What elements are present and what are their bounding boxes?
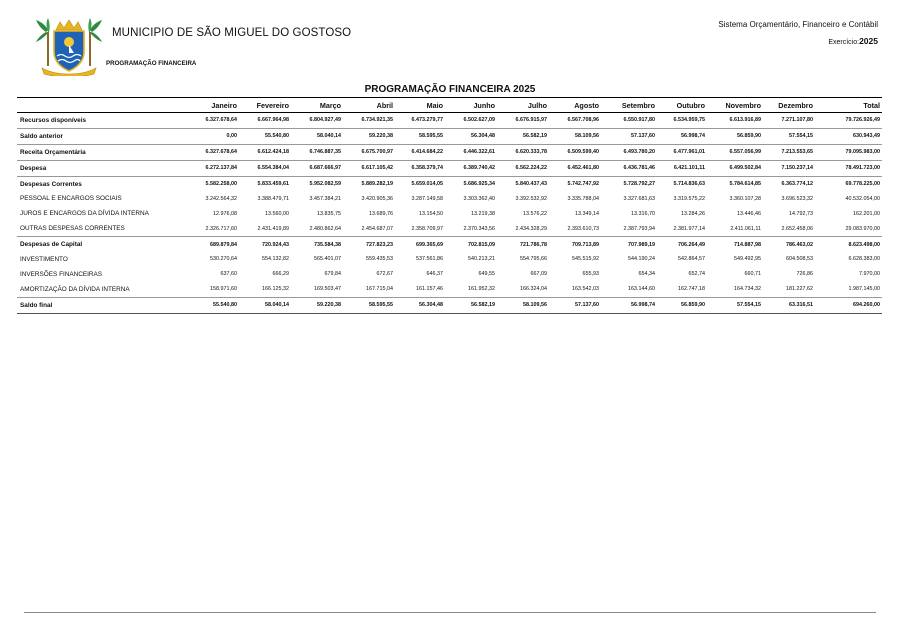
value-cell: 79.726.926,49 bbox=[845, 117, 880, 124]
table-row bbox=[17, 267, 882, 282]
report-title: PROGRAMAÇÃO FINANCEIRA 2025 bbox=[364, 84, 536, 95]
value-cell: 654,34 bbox=[638, 271, 655, 278]
value-cell: 3.303.362,40 bbox=[463, 195, 495, 202]
value-cell: 63.316,51 bbox=[763, 297, 815, 313]
value-cell: 58.109,56 bbox=[549, 128, 601, 144]
value-cell: 646,37 bbox=[426, 271, 443, 278]
value-cell: 735.584,38 bbox=[291, 237, 343, 252]
value-cell: 55.540,80 bbox=[185, 297, 239, 313]
system-name: Sistema Orçamentário, Financeiro e Contábil bbox=[718, 20, 878, 29]
value-cell: 3.392.532,92 bbox=[515, 195, 547, 202]
value-cell: 6.473.279,77 bbox=[411, 117, 443, 124]
value-cell: 6.628.383,00 bbox=[848, 256, 880, 263]
value-cell: 56.304,48 bbox=[395, 297, 445, 313]
value-cell: 161.952,32 bbox=[468, 286, 495, 293]
value-cell: 167.715,04 bbox=[366, 286, 393, 293]
value-cell: 554.132,82 bbox=[262, 256, 289, 263]
value-cell: 158.971,60 bbox=[210, 286, 237, 293]
footer-divider bbox=[24, 612, 876, 613]
table-header-row bbox=[17, 98, 882, 113]
row-label: Despesas Correntes bbox=[17, 176, 185, 191]
value-cell: 13.219,38 bbox=[471, 210, 495, 217]
value-cell: 6.557.056,99 bbox=[707, 144, 763, 160]
report-subtitle: PROGRAMAÇÃO FINANCEIRA bbox=[106, 60, 197, 67]
value-cell: 56.304,48 bbox=[445, 128, 497, 144]
row-label: AMORTIZAÇÃO DA DÍVIDA INTERNA bbox=[20, 285, 130, 293]
value-cell: 2.393.610,73 bbox=[567, 225, 599, 232]
value-cell: 6.389.740,42 bbox=[445, 160, 497, 176]
value-cell: 40.532.054,00 bbox=[845, 195, 880, 202]
value-cell: 707.989,19 bbox=[601, 237, 657, 252]
value-cell: 6.734.921,35 bbox=[361, 117, 393, 124]
value-cell: 7.970,00 bbox=[859, 271, 880, 278]
value-cell: 5.952.082,59 bbox=[291, 176, 343, 191]
column-header: Junho bbox=[473, 100, 495, 110]
value-cell: 6.363.774,12 bbox=[763, 176, 815, 191]
row-label: JUROS E ENCARGOS DA DÍVIDA INTERNA bbox=[20, 210, 149, 218]
value-cell: 672,67 bbox=[376, 271, 393, 278]
value-cell: 6.612.424,18 bbox=[239, 144, 291, 160]
value-cell: 2.411.061,11 bbox=[730, 225, 761, 232]
value-cell: 7.271.107,80 bbox=[781, 117, 813, 124]
value-cell: 5.582.258,00 bbox=[185, 176, 239, 191]
value-cell: 57.137,60 bbox=[601, 128, 657, 144]
value-cell: 2.434.328,29 bbox=[515, 225, 547, 232]
value-cell: 530.270,64 bbox=[210, 256, 237, 263]
value-cell: 59.220,38 bbox=[291, 297, 343, 313]
value-cell: 649,55 bbox=[478, 271, 495, 278]
value-cell: 786.463,02 bbox=[763, 237, 815, 252]
value-cell: 6.746.887,35 bbox=[291, 144, 343, 160]
value-cell: 161.157,46 bbox=[416, 286, 443, 293]
value-cell: 181.227,62 bbox=[786, 286, 813, 293]
column-header: Setembro bbox=[621, 100, 655, 110]
value-cell: 6.620.333,78 bbox=[497, 144, 549, 160]
value-cell: 6.675.700,97 bbox=[343, 144, 395, 160]
value-cell: 57.137,60 bbox=[549, 297, 601, 313]
value-cell: 5.728.792,27 bbox=[601, 176, 657, 191]
column-header: Dezembro bbox=[778, 100, 813, 110]
value-cell: 29.083.970,00 bbox=[845, 225, 880, 232]
value-cell: 6.493.780,20 bbox=[601, 144, 657, 160]
table-row bbox=[17, 252, 882, 267]
value-cell: 6.509.599,40 bbox=[549, 144, 601, 160]
table-body bbox=[17, 113, 882, 314]
value-cell: 2.480.862,64 bbox=[309, 225, 341, 232]
value-cell: 537.561,86 bbox=[416, 256, 443, 263]
value-cell: 540.213,21 bbox=[468, 256, 495, 263]
value-cell: 699.365,69 bbox=[395, 237, 445, 252]
table-row bbox=[17, 221, 882, 236]
value-cell: 655,93 bbox=[582, 271, 599, 278]
row-label: Saldo final bbox=[17, 297, 185, 313]
value-cell: 3.360.107,28 bbox=[729, 195, 761, 202]
value-cell: 3.242.564,32 bbox=[205, 195, 237, 202]
value-cell: 13.284,26 bbox=[681, 210, 705, 217]
value-cell: 58.040,14 bbox=[291, 128, 343, 144]
column-header: Outubro bbox=[676, 100, 705, 110]
value-cell: 166.324,04 bbox=[520, 286, 547, 293]
value-cell: 58.109,56 bbox=[497, 297, 549, 313]
financial-programming-table bbox=[17, 97, 882, 314]
value-cell: 666,29 bbox=[272, 271, 289, 278]
value-cell: 702.815,09 bbox=[445, 237, 497, 252]
value-cell: 660,71 bbox=[744, 271, 761, 278]
column-header: Agosto bbox=[574, 100, 599, 110]
value-cell: 2.370.343,56 bbox=[463, 225, 495, 232]
value-cell: 3.420.905,36 bbox=[361, 195, 393, 202]
value-cell: 163.144,60 bbox=[628, 286, 655, 293]
value-cell: 58.595,55 bbox=[395, 128, 445, 144]
value-cell: 6.499.502,84 bbox=[707, 160, 763, 176]
value-cell: 5.686.925,34 bbox=[445, 176, 497, 191]
row-label: INVERSÕES FINANCEIRAS bbox=[20, 270, 103, 278]
row-label: OUTRAS DESPESAS CORRENTES bbox=[20, 225, 125, 233]
value-cell: 5.714.836,63 bbox=[657, 176, 707, 191]
value-cell: 6.502.627,09 bbox=[463, 117, 495, 124]
table-row bbox=[17, 282, 882, 297]
column-header: Fevereiro bbox=[256, 100, 289, 110]
value-cell: 5.889.282,19 bbox=[343, 176, 395, 191]
value-cell: 56.859,90 bbox=[657, 297, 707, 313]
value-cell: 559.435,53 bbox=[366, 256, 393, 263]
value-cell: 3.287.149,58 bbox=[411, 195, 443, 202]
column-header: Janeiro bbox=[211, 100, 237, 110]
value-cell: 6.421.101,11 bbox=[657, 160, 707, 176]
value-cell: 6.534.959,75 bbox=[673, 117, 705, 124]
row-label: Despesas de Capital bbox=[17, 237, 185, 252]
value-cell: 6.613.916,89 bbox=[729, 117, 761, 124]
value-cell: 6.567.708,96 bbox=[567, 117, 599, 124]
value-cell: 6.327.678,64 bbox=[205, 117, 237, 124]
column-header: Maio bbox=[426, 100, 443, 110]
table-row bbox=[17, 206, 882, 221]
value-cell: 630.943,49 bbox=[815, 128, 882, 144]
column-header: Total bbox=[863, 100, 880, 110]
row-label: Despesa bbox=[17, 160, 185, 176]
value-cell: 55.540,80 bbox=[239, 128, 291, 144]
row-label: PESSOAL E ENCARGOS SOCIAIS bbox=[20, 195, 122, 203]
row-label: Saldo anterior bbox=[17, 128, 185, 144]
value-cell: 6.272.137,84 bbox=[185, 160, 239, 176]
municipal-coat-of-arms-icon bbox=[36, 18, 102, 76]
value-cell: 727.823,23 bbox=[343, 237, 395, 252]
value-cell: 0,00 bbox=[185, 128, 239, 144]
value-cell: 3.335.788,04 bbox=[567, 195, 599, 202]
value-cell: 56.859,90 bbox=[707, 128, 763, 144]
value-cell: 13.446,46 bbox=[737, 210, 761, 217]
value-cell: 1.987.145,00 bbox=[848, 286, 880, 293]
value-cell: 565.401,07 bbox=[314, 256, 341, 263]
value-cell: 78.491.723,00 bbox=[815, 160, 882, 176]
value-cell: 544.190,24 bbox=[628, 256, 655, 263]
value-cell: 5.742.747,92 bbox=[549, 176, 601, 191]
column-header: Novembro bbox=[725, 100, 761, 110]
table-row bbox=[17, 237, 882, 252]
table-row bbox=[17, 113, 882, 129]
value-cell: 56.998,74 bbox=[657, 128, 707, 144]
value-cell: 163.542,03 bbox=[572, 286, 599, 293]
value-cell: 162.201,00 bbox=[853, 210, 880, 217]
value-cell: 69.778.225,00 bbox=[815, 176, 882, 191]
value-cell: 726,86 bbox=[796, 271, 813, 278]
value-cell: 714.887,98 bbox=[707, 237, 763, 252]
value-cell: 6.687.666,97 bbox=[291, 160, 343, 176]
value-cell: 169.503,47 bbox=[314, 286, 341, 293]
value-cell: 5.833.459,61 bbox=[239, 176, 291, 191]
value-cell: 549.492,95 bbox=[734, 256, 761, 263]
value-cell: 6.617.105,42 bbox=[343, 160, 395, 176]
table-row bbox=[17, 144, 882, 160]
value-cell: 13.576,22 bbox=[523, 210, 547, 217]
value-cell: 6.446.322,61 bbox=[445, 144, 497, 160]
value-cell: 13.560,00 bbox=[265, 210, 289, 217]
value-cell: 2.358.709,97 bbox=[411, 225, 443, 232]
value-cell: 164.734,32 bbox=[734, 286, 761, 293]
value-cell: 554.795,66 bbox=[520, 256, 547, 263]
value-cell: 3.388.479,71 bbox=[257, 195, 289, 202]
value-cell: 6.327.678,64 bbox=[185, 144, 239, 160]
row-label: Recursos disponíveis bbox=[20, 116, 87, 124]
table-row bbox=[17, 176, 882, 191]
exercise-year-value: 2025 bbox=[859, 36, 878, 46]
value-cell: 3.457.384,21 bbox=[309, 195, 341, 202]
value-cell: 6.562.224,22 bbox=[497, 160, 549, 176]
exercise-year bbox=[828, 36, 878, 46]
value-cell: 3.327.681,63 bbox=[623, 195, 655, 202]
value-cell: 2.431.419,89 bbox=[257, 225, 289, 232]
value-cell: 7.150.237,14 bbox=[763, 160, 815, 176]
value-cell: 6.554.384,04 bbox=[239, 160, 291, 176]
value-cell: 545.515,92 bbox=[572, 256, 599, 263]
value-cell: 7.213.553,65 bbox=[763, 144, 815, 160]
table-row bbox=[17, 128, 882, 144]
value-cell: 6.414.684,22 bbox=[395, 144, 445, 160]
value-cell: 57.554,15 bbox=[763, 128, 815, 144]
value-cell: 6.804.927,49 bbox=[309, 117, 341, 124]
value-cell: 721.786,78 bbox=[497, 237, 549, 252]
value-cell: 57.554,15 bbox=[707, 297, 763, 313]
value-cell: 6.477.961,01 bbox=[657, 144, 707, 160]
value-cell: 679,84 bbox=[324, 271, 341, 278]
value-cell: 604.508,53 bbox=[786, 256, 813, 263]
row-label: Receita Orçamentária bbox=[17, 144, 185, 160]
value-cell: 56.582,19 bbox=[445, 297, 497, 313]
value-cell: 3.696.523,32 bbox=[781, 195, 813, 202]
column-header: Abril bbox=[376, 100, 393, 110]
value-cell: 162.747,18 bbox=[678, 286, 705, 293]
value-cell: 694.260,00 bbox=[815, 297, 882, 313]
value-cell: 6.676.915,97 bbox=[515, 117, 547, 124]
value-cell: 637,60 bbox=[220, 271, 237, 278]
value-cell: 12.976,08 bbox=[213, 210, 237, 217]
value-cell: 13.154,50 bbox=[419, 210, 443, 217]
value-cell: 6.667.964,98 bbox=[257, 117, 289, 124]
value-cell: 58.040,14 bbox=[239, 297, 291, 313]
column-header bbox=[17, 98, 185, 113]
value-cell: 542.864,57 bbox=[678, 256, 705, 263]
value-cell: 166.125,32 bbox=[262, 286, 289, 293]
value-cell: 13.835,75 bbox=[317, 210, 341, 217]
value-cell: 13.349,14 bbox=[575, 210, 599, 217]
value-cell: 6.452.461,80 bbox=[549, 160, 601, 176]
value-cell: 652,74 bbox=[688, 271, 705, 278]
value-cell: 6.358.379,74 bbox=[395, 160, 445, 176]
value-cell: 13.316,70 bbox=[631, 210, 655, 217]
value-cell: 13.689,76 bbox=[369, 210, 393, 217]
value-cell: 689.879,84 bbox=[185, 237, 239, 252]
value-cell: 56.582,19 bbox=[497, 128, 549, 144]
value-cell: 2.454.687,07 bbox=[361, 225, 393, 232]
value-cell: 79.095.983,00 bbox=[815, 144, 882, 160]
value-cell: 6.550.917,80 bbox=[623, 117, 655, 124]
value-cell: 2.652.458,06 bbox=[781, 225, 813, 232]
value-cell: 667,09 bbox=[530, 271, 547, 278]
value-cell: 5.784.614,85 bbox=[707, 176, 763, 191]
value-cell: 5.659.014,05 bbox=[395, 176, 445, 191]
value-cell: 2.381.977,14 bbox=[673, 225, 705, 232]
value-cell: 3.319.575,22 bbox=[673, 195, 705, 202]
column-header: Julho bbox=[527, 100, 547, 110]
municipality-name: MUNICIPIO DE SÃO MIGUEL DO GOSTOSO bbox=[112, 27, 352, 39]
table-row bbox=[17, 191, 882, 206]
value-cell: 6.436.781,46 bbox=[601, 160, 657, 176]
value-cell: 58.595,55 bbox=[343, 297, 395, 313]
value-cell: 59.220,38 bbox=[343, 128, 395, 144]
value-cell: 8.623.498,00 bbox=[815, 237, 882, 252]
exercise-label: Exercício: bbox=[828, 39, 860, 46]
value-cell: 706.264,49 bbox=[657, 237, 707, 252]
value-cell: 720.924,43 bbox=[239, 237, 291, 252]
value-cell: 2.326.717,60 bbox=[205, 225, 237, 232]
table-row bbox=[17, 297, 882, 313]
value-cell: 2.387.793,94 bbox=[623, 225, 655, 232]
row-label: INVESTIMENTO bbox=[20, 255, 68, 263]
value-cell: 5.840.437,43 bbox=[497, 176, 549, 191]
value-cell: 709.713,89 bbox=[549, 237, 601, 252]
column-header: Março bbox=[319, 100, 341, 110]
report-header bbox=[0, 0, 900, 80]
value-cell: 14.792,73 bbox=[789, 210, 813, 217]
value-cell: 56.998,74 bbox=[601, 297, 657, 313]
table-row bbox=[17, 160, 882, 176]
